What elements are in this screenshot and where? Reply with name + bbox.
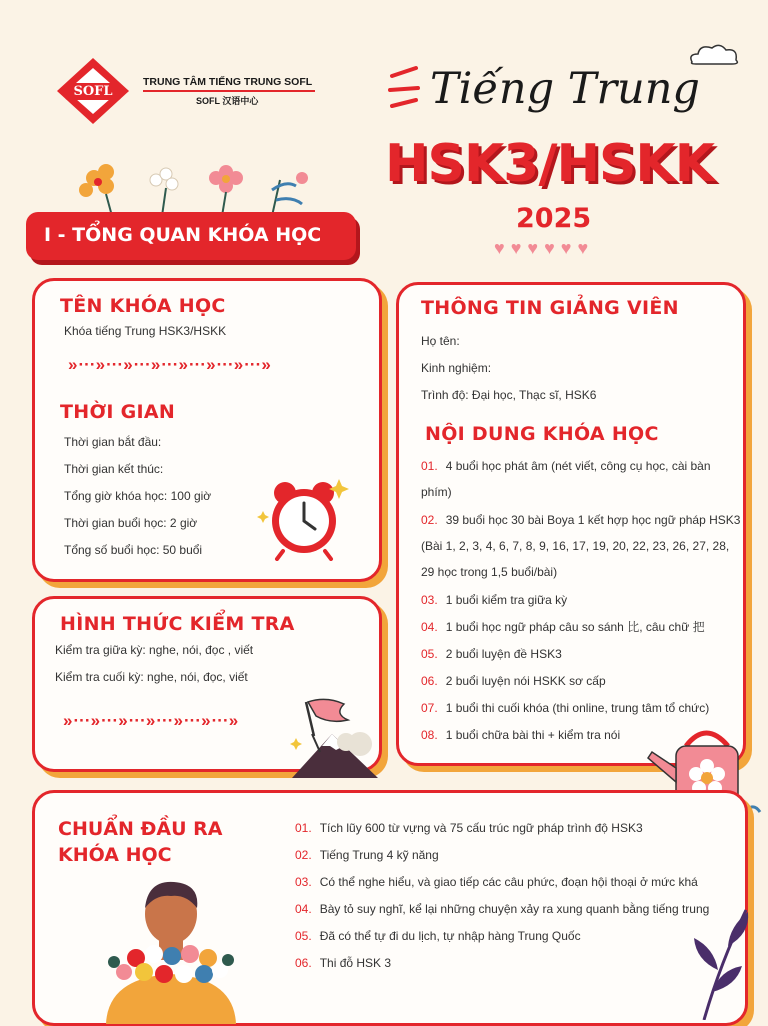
hero-main-title: HSK3/HSKK xyxy=(385,134,714,194)
course-name-value: Khóa tiếng Trung HSK3/HSKK xyxy=(64,324,227,338)
logo-divider xyxy=(143,90,315,92)
arrow-divider: »∙∙∙»∙∙∙»∙∙∙»∙∙∙»∙∙∙»∙∙∙» xyxy=(63,711,240,730)
list-item: 06. 2 buổi luyện nói HSKK sơ cấp xyxy=(421,674,606,688)
list-item: 07. 1 buổi thi cuối khóa (thi online, trung tâm tổ chức) xyxy=(421,701,710,715)
test-heading: HÌNH THỨC KIỂM TRA xyxy=(60,613,295,635)
person-bouquet-illustration xyxy=(96,878,246,1024)
mountain-flag-icon xyxy=(286,694,382,778)
time-line-total-sessions: Tổng số buổi học: 50 buổi xyxy=(64,543,203,557)
test-line-final: Kiểm tra cuối kỳ: nghe, nói, đọc, viết xyxy=(55,670,248,684)
teacher-line-name: Họ tên: xyxy=(421,334,460,348)
list-item: 02. 39 buổi học 30 bài Boya 1 kết hợp học ngữ pháp HSK3 (Bài 1, 2, 3, 4, 6, 7, 8, 9, 16, 17, 19, 20, 22, 23, 26, 27, 28, 29 học trong 1,5 buổi/bài) xyxy=(421,513,741,579)
outcome-heading-line1: CHUẨN ĐẦU RA xyxy=(58,818,223,840)
alarm-clock-icon xyxy=(253,471,353,561)
teacher-heading: THÔNG TIN GIẢNG VIÊN xyxy=(421,297,679,319)
list-item: 02. Tiếng Trung 4 kỹ năng xyxy=(295,848,439,862)
list-item: 04. Bày tỏ suy nghĩ, kể lại những chuyện xảy ra xung quanh bằng tiếng trung xyxy=(295,902,710,916)
logo-mark xyxy=(55,56,131,126)
hearts-decoration: ♥♥♥♥♥♥ xyxy=(494,238,595,258)
hero-year: 2025 xyxy=(516,203,592,234)
center-sub: SOFL 汉语中心 xyxy=(196,96,259,106)
leaf-decoration xyxy=(690,904,754,1020)
course-name-heading: TÊN KHÓA HỌC xyxy=(60,295,226,317)
list-item: 03. Có thể nghe hiểu, và giao tiếp các câu phức, đoạn hội thoại ở mức khá xyxy=(295,875,698,889)
list-item: 06. Thi đỗ HSK 3 xyxy=(295,956,392,970)
logo-mark-text: SOFL xyxy=(73,84,113,99)
arrow-divider: »∙∙∙»∙∙∙»∙∙∙»∙∙∙»∙∙∙»∙∙∙»∙∙∙» xyxy=(68,355,272,374)
cloud-icon xyxy=(686,42,742,66)
hero-script-title: Tiếng Trung xyxy=(430,64,700,114)
list-item: 05. 2 buổi luyện đề HSK3 xyxy=(421,647,562,661)
center-name: TRUNG TÂM TIẾNG TRUNG SOFL xyxy=(143,76,313,88)
burst-decoration xyxy=(386,62,426,112)
list-item: 01. 4 buổi học phát âm (nét viết, công cụ học, cài bàn phím) xyxy=(421,459,711,499)
section-banner-text: I - TỔNG QUAN KHÓA HỌC xyxy=(44,224,322,246)
time-line-end: Thời gian kết thúc: xyxy=(64,462,164,476)
list-item: 04. 1 buổi học ngữ pháp câu so sánh 比, câu chữ 把 xyxy=(421,620,705,634)
content-heading: NỘI DUNG KHÓA HỌC xyxy=(425,423,659,445)
time-heading: THỜI GIAN xyxy=(60,401,176,423)
outcome-heading-line2: KHÓA HỌC xyxy=(58,844,172,866)
list-item: 08. 1 buổi chữa bài thi + kiểm tra nói xyxy=(421,728,621,742)
list-item: 01. Tích lũy 600 từ vựng và 75 cấu trúc ngữ pháp trình độ HSK3 xyxy=(295,821,643,835)
flower-decoration xyxy=(66,160,326,216)
test-line-midterm: Kiểm tra giữa kỳ: nghe, nói, đọc , viết xyxy=(55,643,254,657)
teacher-line-experience: Kinh nghiệm: xyxy=(421,361,492,375)
time-line-start: Thời gian bắt đầu: xyxy=(64,435,162,449)
list-item: 05. Đã có thể tự đi du lịch, tự nhập hàng Trung Quốc xyxy=(295,929,581,943)
teacher-line-level: Trình độ: Đại học, Thạc sĩ, HSK6 xyxy=(421,388,597,402)
time-line-total-hours: Tổng giờ khóa học: 100 giờ xyxy=(64,489,212,503)
course-info-card xyxy=(32,278,382,582)
teacher-content-card xyxy=(396,282,746,766)
time-line-session-hours: Thời gian buổi học: 2 giờ xyxy=(64,516,198,530)
list-item: 03. 1 buổi kiểm tra giữa kỳ xyxy=(421,593,568,607)
